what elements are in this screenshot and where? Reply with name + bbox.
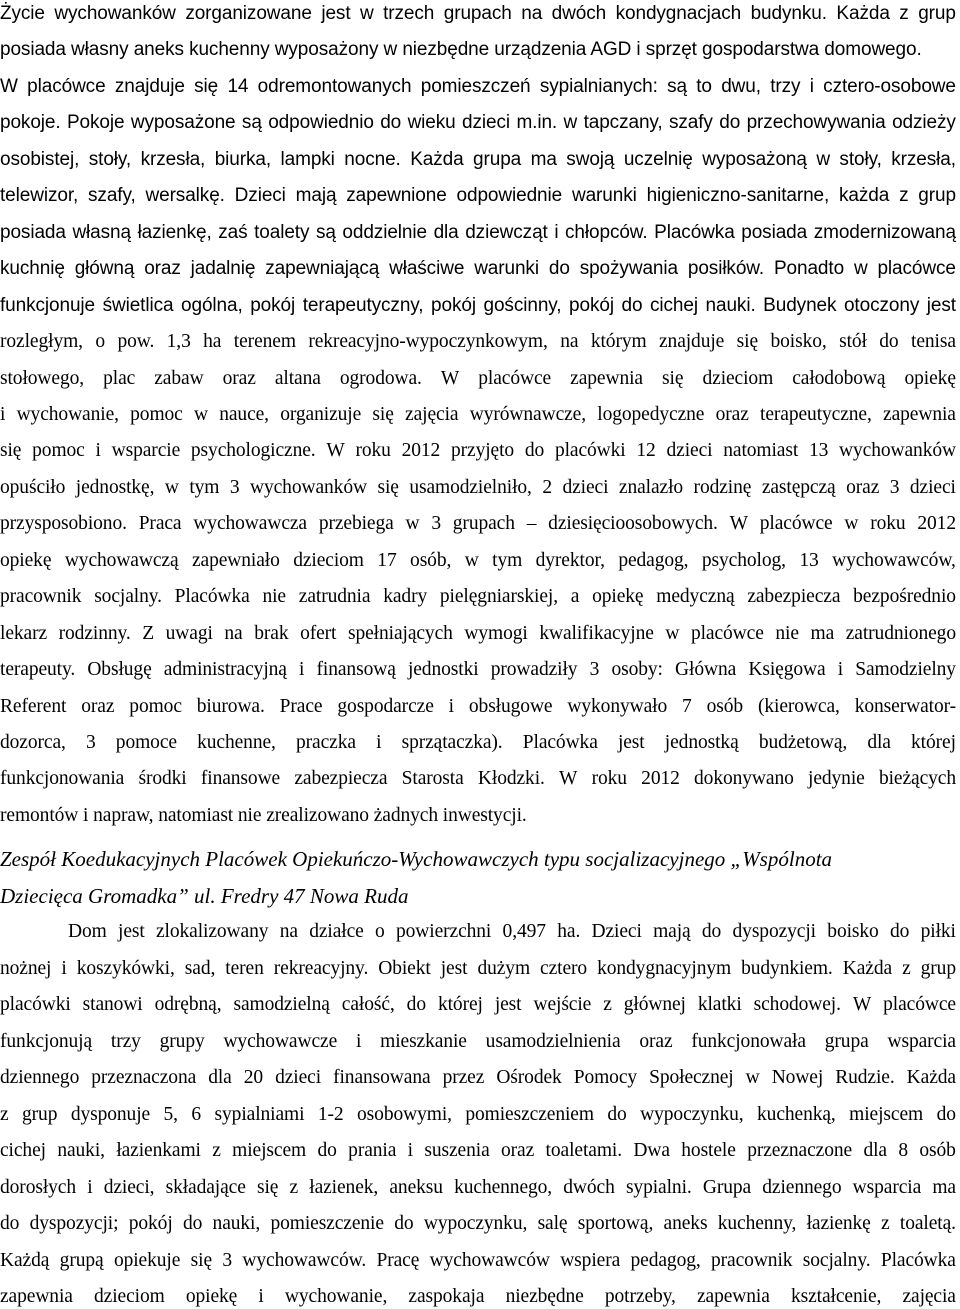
section-heading-line-2: Dziecięca Gromadka” ul. Fredry 47 Nowa Ruda [0, 884, 409, 908]
text-line: dziennego przeznaczona dla 20 dzieci finansowana przez Ośrodek Pomocy Społecznej w Nowej Rudzie. Każda [0, 1067, 956, 1088]
text-line: cichej nauki, łazienkami z miejscem do prania i suszenia oraz toaletami. Dwa hostele przeznaczone dla 8 osób [0, 1140, 956, 1161]
text-line: do dyspozycji; pokój do nauki, pomieszczenie do wypoczynku, salę sportową, aneks kuchenny, łazienkę z toaletą. [0, 1213, 956, 1234]
text-line: się pomoc i wsparcie psychologiczne. W roku 2012 przyjęto do placówki 12 dzieci natomiast 13 wychowanków [0, 440, 956, 462]
text-line: zapewnia dzieciom opiekę i wychowanie, zaspokaja niezbędne potrzeby, zapewnia kształcenie, zajęcia [0, 1286, 956, 1307]
text-line: lekarz rodzinny. Z uwagi na brak ofert spełniających wymogi kwalifikacyjne w placówce nie ma zatrudnionego [0, 622, 956, 644]
text-line: posiada własny aneks kuchenny wyposażony w niezbędne urządzenia AGD i sprzęt gospodarstwa domowego. [0, 39, 922, 61]
text-line: Życie wychowanków zorganizowane jest w trzech grupach na dwóch kondygnacjach budynku. Każda z grup [0, 3, 956, 24]
text-line: remontów i napraw, natomiast nie zrealizowano żadnych inwestycji. [0, 804, 527, 826]
text-line: placówki stanowi odrębną, samodzielną całość, do której jest wejście z głównej klatki schodowej. W placówce [0, 994, 956, 1015]
text-line: z grup dysponuje 5, 6 sypialniami 1-2 osobowymi, pomieszczeniem do wypoczynku, kuchenką, miejscem do [0, 1103, 956, 1125]
text-line: Dom jest zlokalizowany na działce o powierzchni 0,497 ha. Dzieci mają do dyspozycji boisko do piłki [68, 921, 956, 942]
text-line: pracownik socjalny. Placówka nie zatrudnia kadry pielęgniarskiej, a opiekę medyczną zabezpiecza bezpośrednio [0, 586, 956, 608]
text-line: osobistej, stoły, krzesła, biurka, lampki nocne. Każda grupa ma swoją uczelnię wyposażoną w stoły, krzesła, [0, 148, 956, 170]
text-line: funkcjonują trzy grupy wychowawcze i mieszkanie usamodzielnienia oraz funkcjonowała grupa wsparcia [0, 1030, 956, 1052]
text-line: W placówce znajduje się 14 odremontowanych pomieszczeń sypialnianych: są to dwu, trzy i cztero-osobowe [0, 75, 956, 97]
text-line: terapeuty. Obsługę administracyjną i finansową jednostki prowadziły 3 osoby: Główna Księgowa i Samodzielny [0, 659, 956, 681]
text-line: funkcjonowania środki finansowe zabezpiecza Starosta Kłodzki. W roku 2012 dokonywano jedynie bieżących [0, 768, 956, 790]
text-line: dozorca, 3 pomoce kuchenne, praczka i sprzątaczka). Placówka jest jednostką budżetową, dla której [0, 732, 956, 753]
text-line: pokoje. Pokoje wyposażone są odpowiednio do wieku dzieci m.in. w tapczany, szafy do przechowywania odzieży [0, 112, 956, 134]
text-line: kuchnię główną oraz jadalnię zapewniającą właściwe warunki do spożywania posiłków. Ponadto w placówce [0, 258, 956, 280]
text-line: opiekę wychowawczą zapewniało dzieciom 17 osób, w tym dyrektor, pedagog, psycholog, 13 wychowawców, [0, 549, 956, 571]
text-line: przysposobiono. Praca wychowawcza przebiega w 3 grupach – dziesięcioosobowych. W placówce w roku 2012 [0, 513, 956, 535]
text-line: opuściło jednostkę, w tym 3 wychowanków się usamodzielniło, 2 dzieci znalazło rodzinę zastępczą oraz 3 dzieci [0, 476, 956, 498]
text-line: Każdą grupą opiekuje się 3 wychowawców. Pracę wychowawców wspiera pedagog, pracownik socjalny. Placówka [0, 1249, 956, 1271]
text-line: funkcjonuje świetlica ogólna, pokój terapeutyczny, pokój gościnny, pokój do cichej nauki. Budynek otoczony jest [0, 294, 956, 316]
text-line: nożnej i koszykówki, sad, teren rekreacyjny. Obiekt jest dużym cztero kondygnacyjnym budynkiem. Każda z grup [0, 957, 956, 979]
text-line: rozległym, o pow. 1,3 ha terenem rekreacyjno-wypoczynkowym, na którym znajduje się boisko, stół do tenisa [0, 331, 956, 353]
text-line: posiada własną łazienkę, zaś toalety są oddzielnie dla dziewcząt i chłopców. Placówka posiada zmodernizowaną [0, 221, 956, 243]
text-line: dorosłych i dzieci, składające się z łazienek, aneksu kuchennego, dwóch sypialni. Grupa dziennego wsparcia ma [0, 1176, 956, 1198]
section-heading-line-1: Zespół Koedukacyjnych Placówek Opiekuńczo-Wychowawczych typu socjalizacyjnego „Wspólnota [0, 847, 833, 871]
text-line: telewizor, szafy, wersalkę. Dzieci mają zapewnione odpowiednie warunki higieniczno-sanitarne, każda z grup [0, 185, 956, 207]
text-line: i wychowanie, pomoc w nauce, organizuje się zajęcia wyrównawcze, logopedyczne oraz terapeutyczne, zapewnia [0, 403, 956, 425]
text-line: stołowego, plac zabaw oraz altana ogrodowa. W placówce zapewnia się dzieciom całodobową opiekę [0, 367, 956, 389]
text-line: Referent oraz pomoc biurowa. Prace gospodarcze i obsługowe wykonywało 7 osób (kierowca, konserwator- [0, 695, 956, 717]
